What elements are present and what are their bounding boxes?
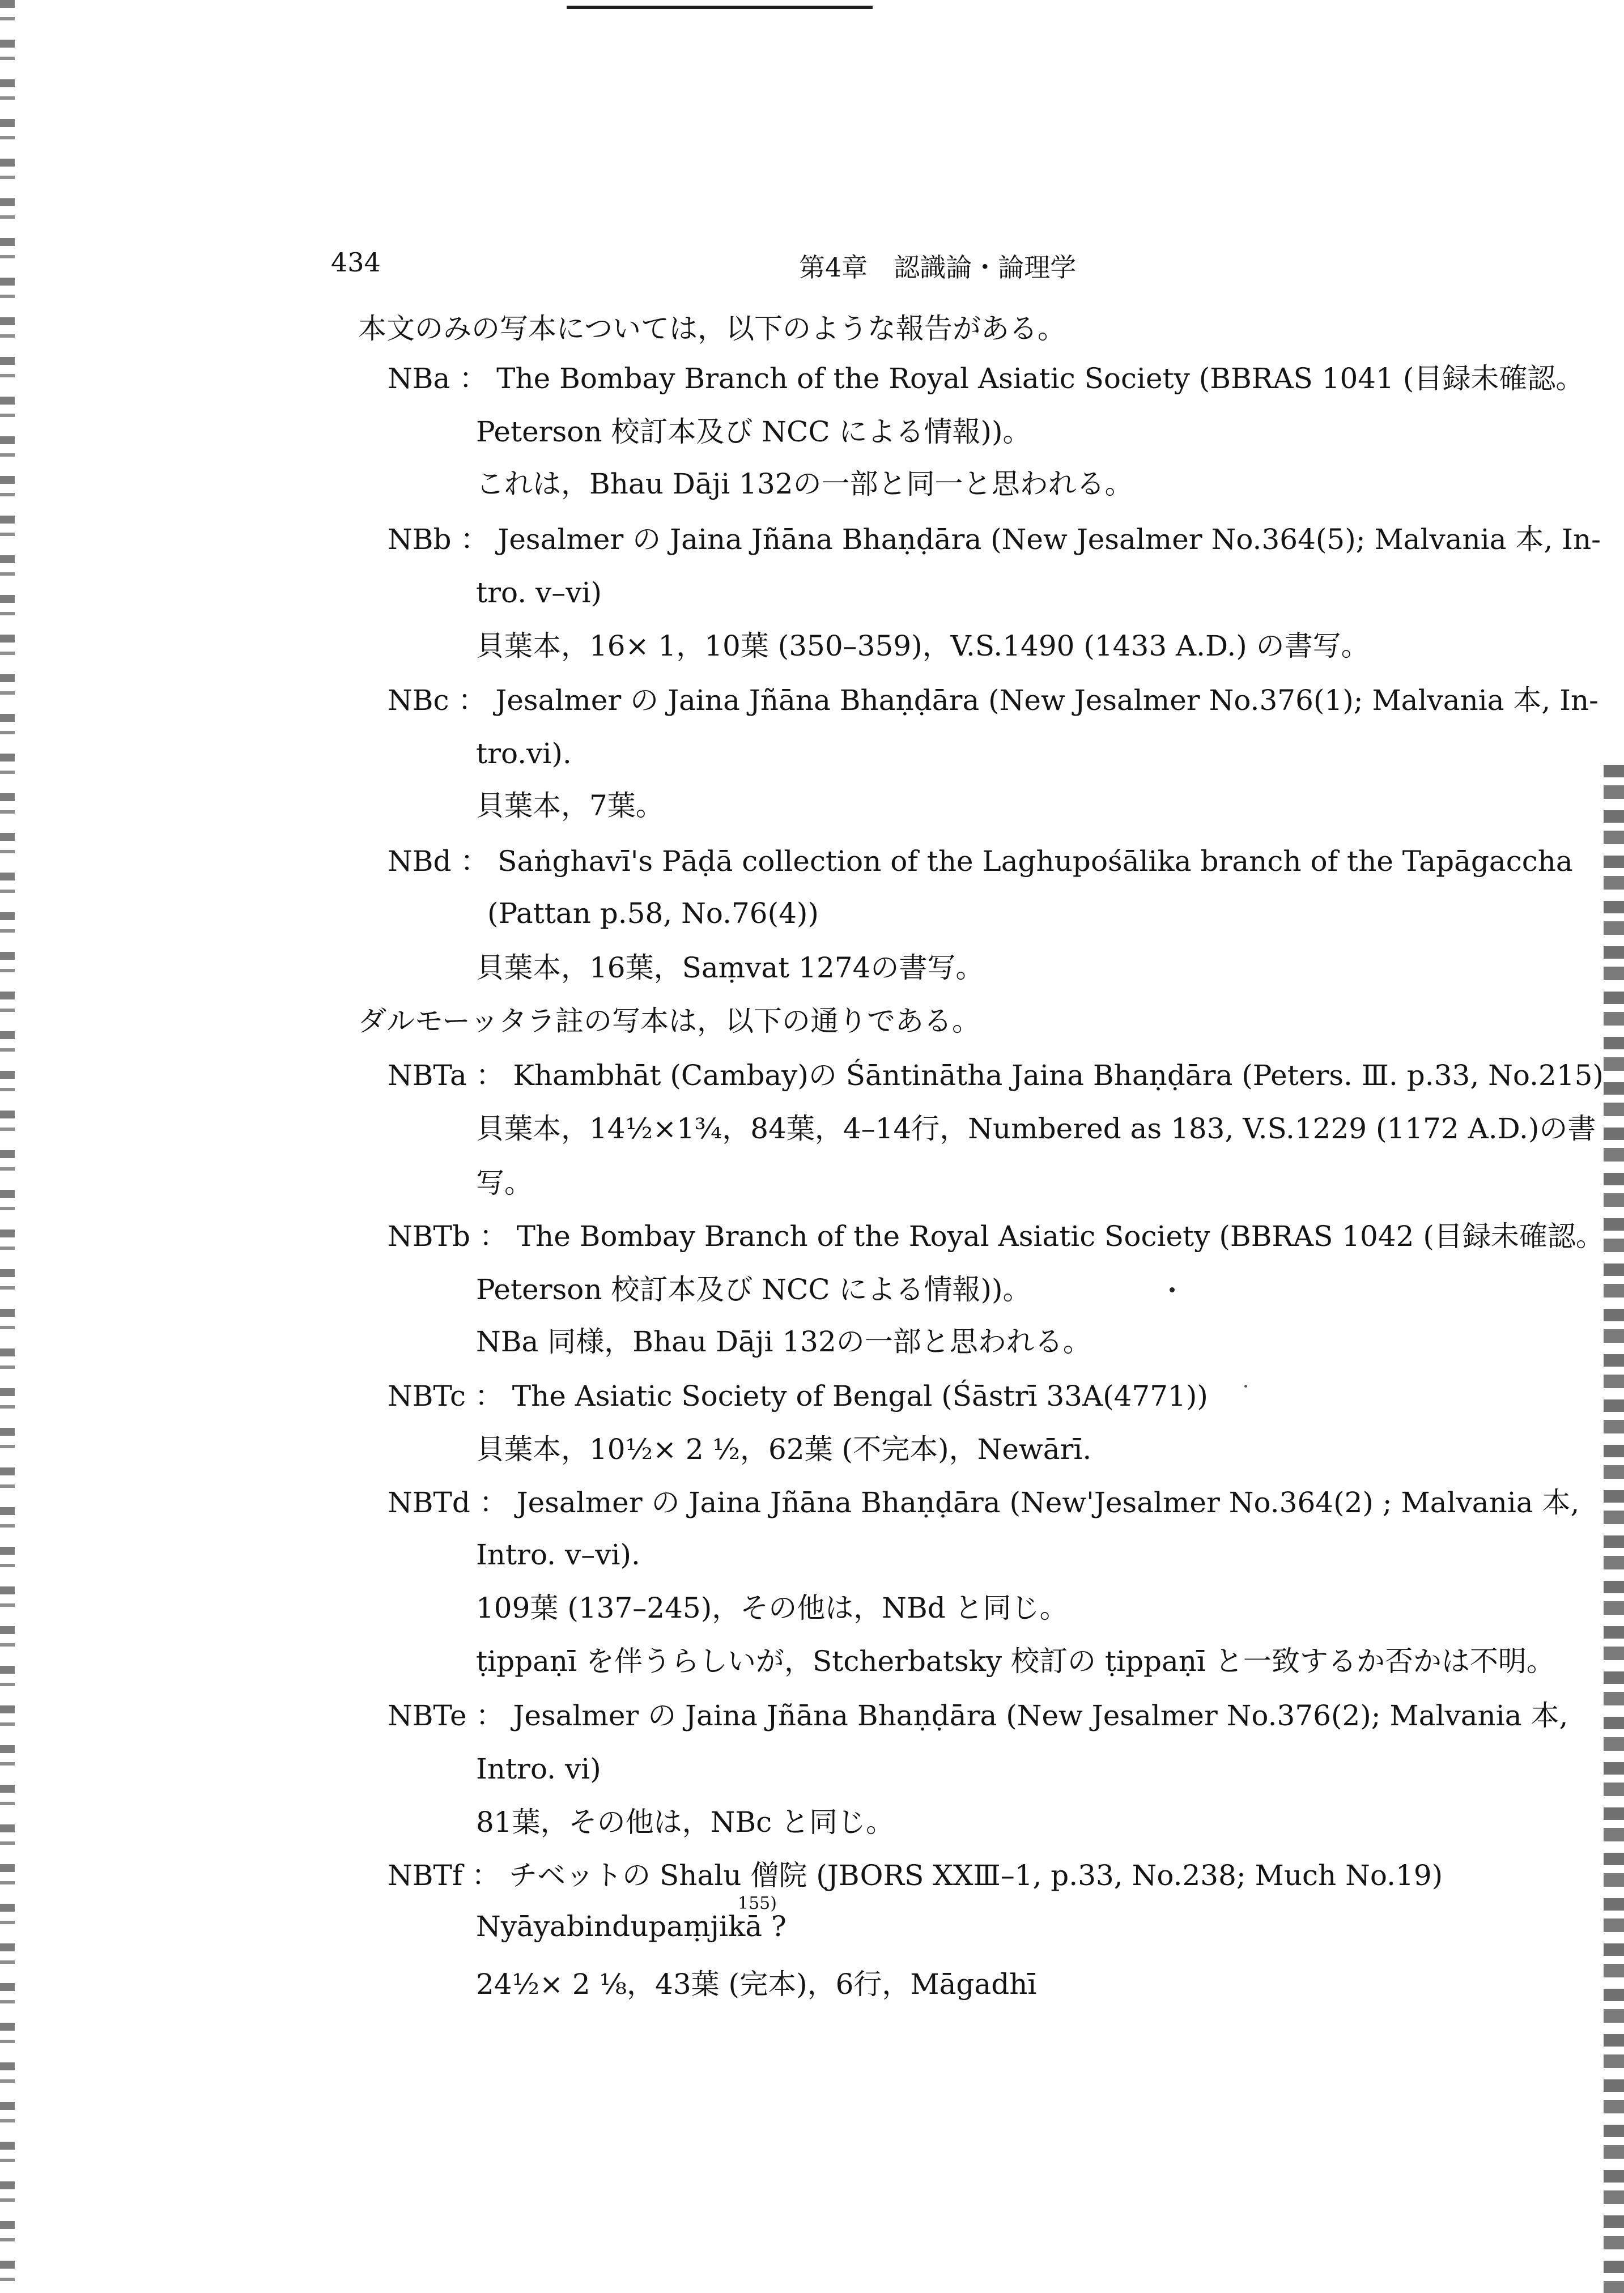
scan-edge-left	[0, 0, 15, 2293]
entry-line: これは，Bhau Dāji 132の一部と同一と思われる。	[476, 467, 1133, 500]
entry-line: 81葉，その他は，NBc と同じ。	[476, 1806, 895, 1839]
entry-line: Peterson 校訂本及び NCC による情報))。	[476, 1273, 1031, 1306]
page-number: 434	[331, 247, 381, 278]
entry-line: 写。	[476, 1167, 533, 1199]
ink-speck	[1244, 1385, 1247, 1388]
entry-line: 貝葉本，16葉，Saṃvat 1274の書写。	[476, 951, 984, 984]
entry-line: NBa 同様，Bhau Dāji 132の一部と思われる。	[476, 1325, 1091, 1358]
top-rule	[567, 6, 873, 9]
entry-line: NBTf ： チベットの Shalu 僧院 (JBORS XXⅢ–1, p.33, No.238; Much No.19)	[388, 1859, 1443, 1892]
entry-line: Intro. vi)	[476, 1752, 601, 1785]
entry-line: Nyāyabindupaṃjikā ?	[476, 1910, 787, 1943]
ink-speck	[1170, 1287, 1175, 1292]
entry-line: ṭippaṇī を伴うらしいが，Stcherbatsky 校訂の ṭippaṇī と一致するか否かは不明。	[476, 1645, 1555, 1678]
running-head: 第4章 認識論・論理学	[799, 252, 1077, 283]
entry-line: 貝葉本，14½×1¾，84葉，4–14行，Numbered as 183, V.S.1229 (1172 A.D.)の書	[476, 1112, 1596, 1145]
entry-line: (Pattan p.58, No.76(4))	[487, 897, 819, 930]
entry-line: 貝葉本，10½× 2 ½，62葉 (不完本)，Newārī.	[476, 1433, 1092, 1466]
entry-line: NBTa ： Khambhāt (Cambay)の Śāntinātha Jaina Bhaṇḍāra (Peters. Ⅲ. p.33, No.215)	[388, 1059, 1604, 1092]
intro-line: ダルモーッタラ註の写本は，以下の通りである。	[358, 1005, 980, 1037]
entry-line: NBb ： Jesalmer の Jaina Jñāna Bhaṇḍāra (New Jesalmer No.364(5); Malvania 本, In-	[388, 523, 1601, 556]
entry-line: NBTe ： Jesalmer の Jaina Jñāna Bhaṇḍāra (New Jesalmer No.376(2); Malvania 本,	[388, 1699, 1568, 1732]
entry-line: 24½× 2 ⅛，43葉 (完本)，6行，Māgadhī	[476, 1968, 1037, 2001]
entry-line: 109葉 (137–245)，その他は，NBd と同じ。	[476, 1592, 1068, 1624]
entry-line: Peterson 校訂本及び NCC による情報))。	[476, 415, 1031, 448]
page-header	[0, 247, 1624, 287]
entry-line: 貝葉本，16× 1，10葉 (350–359)，V.S.1490 (1433 A.D.) の書写。	[476, 629, 1370, 662]
scan-edge-right	[1604, 765, 1624, 2293]
entry-line: NBc ： Jesalmer の Jaina Jñāna Bhaṇḍāra (New Jesalmer No.376(1); Malvania 本, In-	[388, 684, 1599, 717]
footnote-marker: 155)	[738, 1894, 777, 1913]
intro-line: 本文のみの写本については，以下のような報告がある。	[358, 312, 1066, 345]
entry-line: tro.vi).	[476, 737, 572, 770]
entry-line: NBa ： The Bombay Branch of the Royal Asiatic Society (BBRAS 1041 (目録未確認。	[388, 362, 1584, 395]
entry-line: Intro. v–vi).	[476, 1538, 640, 1571]
entry-line: NBTb ： The Bombay Branch of the Royal Asiatic Society (BBRAS 1042 (目録未確認。	[388, 1220, 1604, 1253]
entry-line: 貝葉本，7葉。	[476, 789, 664, 822]
entry-line: NBd ： Saṅghavī's Pāḍā collection of the Laghupośālika branch of the Tapāgaccha	[388, 845, 1573, 878]
entry-line: tro. v–vi)	[476, 576, 602, 609]
entry-line: NBTc ： The Asiatic Society of Bengal (Śāstrī 33A(4771))	[388, 1380, 1208, 1413]
entry-line: NBTd ： Jesalmer の Jaina Jñāna Bhaṇḍāra (New'Jesalmer No.364(2) ; Malvania 本,	[388, 1486, 1580, 1519]
